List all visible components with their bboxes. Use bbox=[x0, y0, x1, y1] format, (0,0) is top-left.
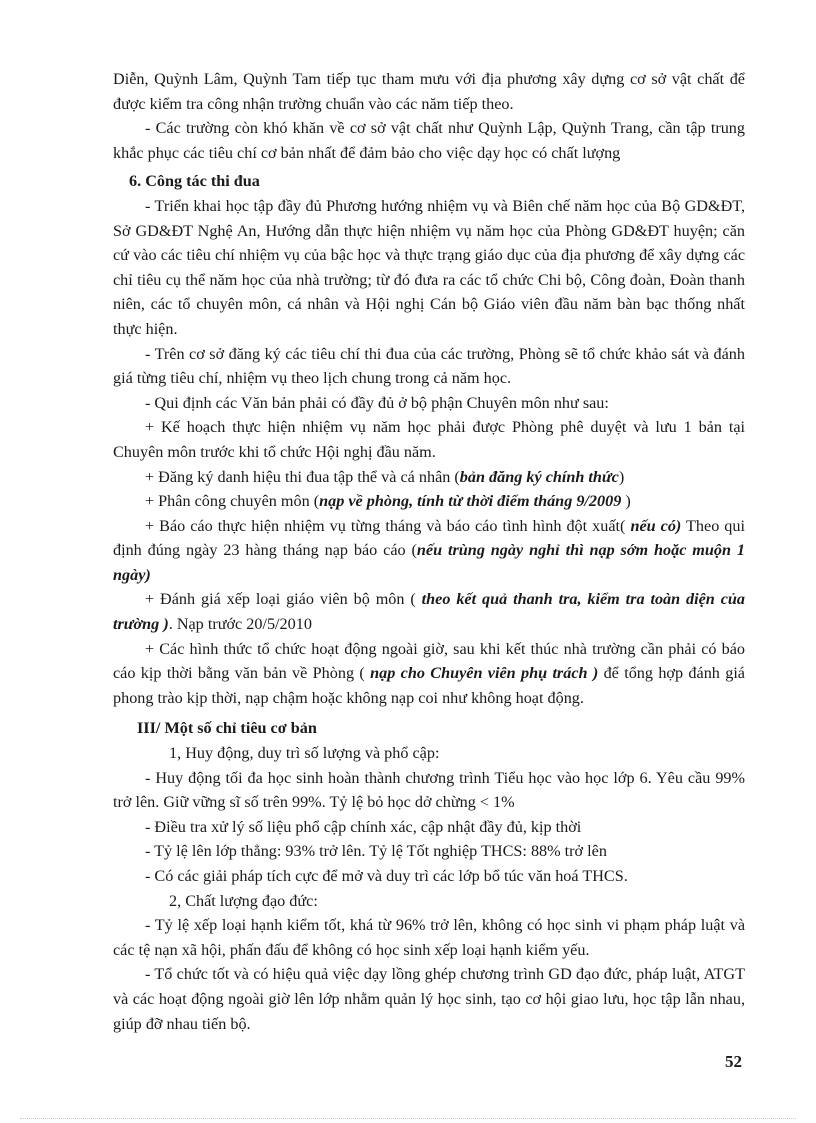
text: + Báo cáo thực hiện nhiệm vụ từng tháng và báo cáo tình hình đột xuất( bbox=[145, 516, 626, 535]
section-heading-emulation: 6. Công tác thi đua bbox=[129, 172, 260, 191]
paragraph-continuation: Diễn, Quỳnh Lâm, Quỳnh Tam tiếp tục tham mưu với địa phương xây dựng cơ sở vật chất để được kiểm tra công nhận trường chuẩn vào các năm tiếp theo. bbox=[113, 70, 745, 113]
text: . Nạp trước 20/5/2010 bbox=[168, 615, 312, 634]
paragraph-mobilize-students: - Huy động tối đa học sinh hoàn thành chương trình Tiểu học vào học lớp 6. Yêu cầu 99% trở lên. Giữ vững sĩ số trên 99%. Tỷ lệ bỏ học dở chừng < 1% bbox=[113, 768, 745, 812]
paragraph-integrated-teaching: - Tổ chức tốt và có hiệu quả việc dạy lồng ghép chương trình GD đạo đức, pháp luật, ATGT và các hoạt động ngoài giờ lên lớp nhằm quản lý học sinh, tạo cơ hội giao lưu, học tập lẫn nhau, giúp đỡ nhau tiến bộ. bbox=[113, 965, 745, 1033]
text: + Các hình thức tổ chức hoạt động ngoài giờ, sau khi kết thúc nhà trường cần phải có báo cáo kịp thời bằng văn bản về Phòng ( bbox=[113, 639, 745, 683]
paragraph-extracurricular bbox=[113, 637, 745, 711]
emphasis: bản đăng ký chính thức bbox=[459, 467, 619, 486]
document-body bbox=[113, 67, 745, 1036]
paragraph-implementation: - Triển khai học tập đầy đủ Phương hướng nhiệm vụ và Biên chế năm học của Bộ GD&ĐT, Sở GD&ĐT Nghệ An, Hướng dẫn thực hiện nhiệm vụ năm học của Phòng GD&ĐT huyện; căn cứ vào các tiêu chí nhiệm vụ của bậc học và thực trạng giáo dục của địa phương để xây dựng các chỉ tiêu cụ thể năm học của nhà trường; từ đó đưa ra các tổ chức Chi bộ, Công đoàn, Đoàn thanh niên, các tổ chuyên môn, cá nhân và Hội nghị Cán bộ Giáo viên đầu năm bàn bạc thống nhất thực hiện. bbox=[113, 196, 745, 338]
emphasis: nạp về phòng, tính từ thời điểm tháng 9/2009 bbox=[319, 492, 622, 511]
text: ) bbox=[621, 492, 631, 511]
text: + Đánh giá xếp loại giáo viên bộ môn ( bbox=[145, 590, 422, 609]
paragraph-teacher-rating bbox=[113, 587, 745, 636]
paragraph-supplementary-classes: - Có các giải pháp tích cực để mở và duy trì các lớp bổ túc văn hoá THCS. bbox=[145, 867, 628, 885]
paragraph-conduct-rate: - Tỷ lệ xếp loại hạnh kiểm tốt, khá từ 96% trở lên, không có học sinh vi phạm pháp luật và các tệ nạn xã hội, phấn đấu để không có học sinh xếp loại hạnh kiểm yếu. bbox=[113, 916, 745, 959]
paragraph-facilities: - Các trường còn khó khăn về cơ sở vật chất như Quỳnh Lập, Quỳnh Trang, cần tập trung khắc phục các tiêu chí cơ bản nhất để đảm bảo cho việc dạy học có chất lượng bbox=[113, 119, 745, 162]
section-heading-targets: III/ Một số chỉ tiêu cơ bản bbox=[137, 719, 317, 738]
page-divider bbox=[20, 1118, 796, 1119]
page-number: 52 bbox=[725, 1052, 742, 1071]
emphasis: theo kết quả thanh tra, kiểm tra toàn diện của trường ) bbox=[113, 590, 745, 634]
subheading-ethics: 2, Chất lượng đạo đức: bbox=[169, 891, 318, 910]
paragraph-survey: - Trên cơ sở đăng ký các tiêu chí thi đua của các trường, Phòng sẽ tổ chức khảo sát và đánh giá từng tiêu chí, nhiệm vụ theo lịch chung trong cả năm học. bbox=[113, 344, 745, 388]
paragraph-promotion-rate: - Tỷ lệ lên lớp thẳng: 93% trở lên. Tỷ lệ Tốt nghiệp THCS: 88% trở lên bbox=[145, 842, 607, 861]
emphasis: nạp cho Chuyên viên phụ trách ) bbox=[370, 664, 599, 683]
paragraph-regulation: - Qui định các Văn bản phải có đầy đủ ở bộ phận Chuyên môn như sau: bbox=[145, 393, 609, 412]
text: ) bbox=[618, 467, 625, 486]
emphasis: nếu trùng ngày nghỉ thì nạp sớm hoặc muộn 1 ngày) bbox=[113, 541, 745, 584]
text: Theo qui định đúng ngày 23 hàng tháng nạp báo cáo ( bbox=[113, 516, 745, 560]
paragraph-monthly-report bbox=[113, 514, 745, 588]
paragraph-plan: + Kế hoạch thực hiện nhiệm vụ năm học phải được Phòng phê duyệt và lưu 1 bản tại Chuyên môn trước khi tổ chức Hội nghị đầu năm. bbox=[113, 418, 745, 461]
paragraph-registration bbox=[113, 465, 745, 490]
paragraph-assignment bbox=[113, 489, 745, 514]
subheading-mobilization: 1, Huy động, duy trì số lượng và phổ cập: bbox=[169, 744, 440, 763]
paragraph-survey-data: - Điều tra xử lý số liệu phổ cập chính xác, cập nhật đầy đủ, kịp thời bbox=[145, 817, 582, 836]
emphasis: nếu có) bbox=[625, 516, 682, 535]
text: + Đăng ký danh hiệu thi đua tập thể và cá nhân ( bbox=[145, 467, 460, 486]
text: + Phân công chuyên môn ( bbox=[145, 492, 320, 511]
text: để tổng hợp đánh giá phong trào kịp thời, nạp chậm hoặc không nạp coi như không hoạt động. bbox=[113, 664, 745, 707]
